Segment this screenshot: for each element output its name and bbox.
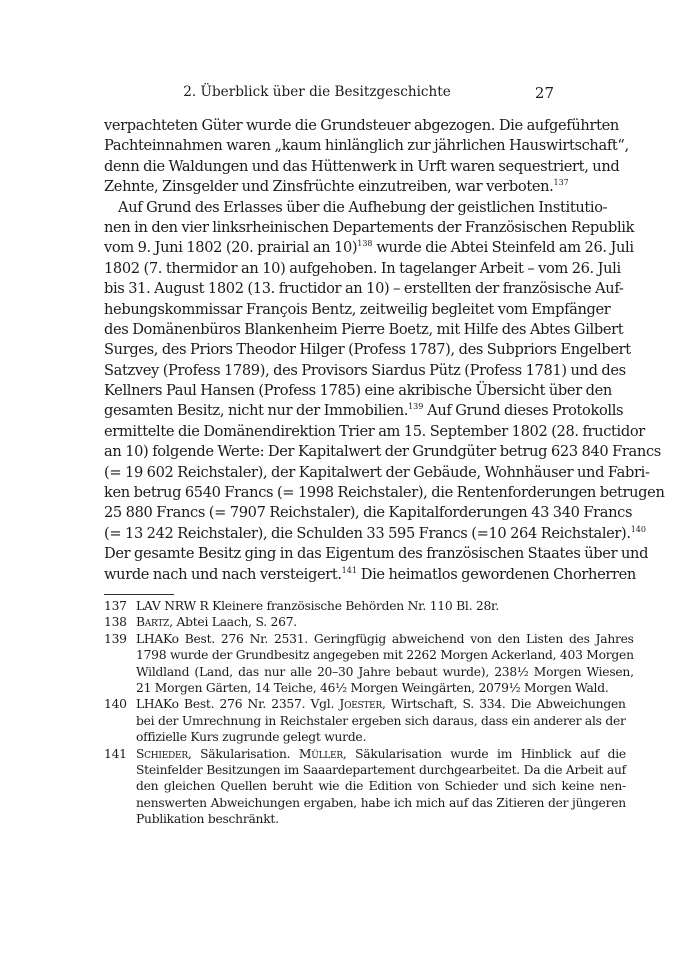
text-line: gesamten Besitz, nicht nur der Immobilien.$^{139}$ Auf Grund dieses Protokolls [104, 402, 624, 420]
footnote-divider [104, 594, 174, 595]
text-line: nen in den vier linksrheinischen Departements der Französischen Republik [104, 218, 635, 236]
text-line: Satzvey (Profess 1789), des Provisors Siardus Pütz (Profess 1781) und des [104, 361, 626, 379]
text-line: Kellners Paul Hansen (Profess 1785) eine akribische Übersicht über den [104, 382, 612, 400]
text-line: (= 19 602 Reichstaler), der Kapitalwert der Gebäude, Wohnhäuser und Fabri- [104, 463, 650, 481]
footnote-ref: 137 [553, 178, 569, 188]
author-name: Bartz [136, 615, 170, 630]
footnote-140 [104, 696, 626, 745]
footnote-ref: 141 [341, 565, 357, 575]
text-line: vom 9. Juni 1802 (20. prairial an 10)$^{138}$ wurde die Abtei Steinfeld am 26. Juli [104, 239, 634, 257]
text-line: wurde nach und nach versteigert.$^{141}$ Die heimatlos gewordenen Chorherren [104, 565, 636, 583]
footnote-number: 141 [104, 746, 127, 761]
footnote-number: 139 [104, 631, 127, 646]
text-line: denn die Waldungen und das Hüttenwerk in Urft waren sequestriert, und [104, 157, 620, 175]
text-line: ermittelte die Domänendirektion Trier am 15. September 1802 (28. fructidor [104, 422, 645, 440]
text-line: Zehnte, Zinsgelder und Zinsfrüchte einzutreiben, war verboten.$^{137}$ [104, 178, 569, 196]
page-number: 27 [534, 84, 554, 102]
running-head-title: 2. Überblick über die Besitzgeschichte [183, 84, 451, 100]
text-line: bis 31. August 1802 (13. fructidor an 10) – erstellten der französische Auf- [104, 280, 624, 298]
author-name: Schieder [136, 746, 188, 761]
footnote-number: 138 [104, 615, 127, 630]
text-line: des Domänenbüros Blankenheim Pierre Boetz, mit Hilfe des Abtes Gilbert [104, 320, 624, 338]
footnotes [104, 598, 634, 828]
footnote-text: Bartz, Abtei Laach, S. 267. [136, 615, 297, 630]
footnote-text: LHAKo Best. 276 Nr. 2531. Geringfügig abweichend von den Listen des Jahres 1798 wurde der Grundbesitz angegeben mit 2262 Morgen Ackerland, 403 Morgen Wildland (Land, das nur alle 20–30 Jahre bebaut wurde), 238½ Morgen Wiesen, 21 Morgen Gärten, 14 Teiche, 46½ Morgen Weingärten, 2079½ Morgen Wald. [136, 631, 634, 695]
text-line: verpachteten Güter wurde die Grundsteuer abgezogen. Die aufgeführten [104, 117, 619, 134]
text-line: Der gesamte Besitz ging in das Eigentum des französischen Staates über und [104, 545, 649, 563]
footnote-number: 137 [104, 599, 127, 613]
text-line: (= 13 242 Reichstaler), die Schulden 33 595 Francs (=10 264 Reichstaler).$^{140}$ [104, 524, 646, 542]
footnote-text: Schieder, Säkularisation. Müller, Säkularisation wurde im Hinblick auf die Steinfelder Besitzungen im Saaardepartement durchgearbeitet. Da die Arbeit auf den gleichen Quellen beruht wie die Edition von Schieder und sich keine nen- nenswerten Abweichungen ergaben, habe ich mich auf das Zitieren der jüngeren Publikation beschränkt. [136, 746, 626, 827]
text-line: Auf Grund des Erlasses über die Aufhebung der geistlichen Institutio- [118, 198, 608, 216]
footnote-141 [104, 746, 626, 828]
footnote-ref: 140 [630, 524, 646, 534]
text-line: ken betrug 6540 Francs (= 1998 Reichstaler), die Rentenforderungen betrugen [104, 484, 665, 502]
footnote-text: LAV NRW R Kleinere französische Behörden Nr. 110 Bl. 28r. [136, 599, 499, 613]
text-line: Pachteinnahmen waren „kaum hinlänglich zur jährlichen Hauswirtschaft“, [104, 137, 629, 155]
footnote-ref: 139 [408, 402, 424, 412]
footnote-ref: 138 [357, 239, 373, 249]
footnote-137 [104, 598, 554, 614]
text-line: 25 880 Francs (= 7907 Reichstaler), die Kapitalforderungen 43 340 Francs [104, 504, 633, 522]
author-name: Müller [298, 746, 343, 761]
text-line: 1802 (7. thermidor an 10) aufgehoben. In tagelanger Arbeit – vom 26. Juli [104, 259, 621, 277]
footnote-text: LHAKo Best. 276 Nr. 2357. Vgl. Joester, Wirtschaft, S. 334. Die Abweichungen bei der Umrechnung in Reichstaler ergeben sich daraus, dass ein anderer als der offizielle Kurs zugrunde gelegt wurde. [136, 697, 626, 745]
footnote-138 [104, 614, 554, 630]
footnote-139 [104, 631, 634, 697]
running-head [104, 84, 554, 106]
text-line: an 10) folgende Werte: Der Kapitalwert der Grundgüter betrug 623 840 Francs [104, 443, 661, 461]
footnote-number: 140 [104, 697, 127, 712]
text-line: Surges, des Priors Theodor Hilger (Profess 1787), des Subpriors Engelbert [104, 341, 631, 359]
author-name: Joester [339, 697, 383, 712]
body-text [104, 116, 665, 585]
text-line: hebungskommissar François Bentz, zeitweilig begleitet vom Empfänger [104, 300, 611, 318]
